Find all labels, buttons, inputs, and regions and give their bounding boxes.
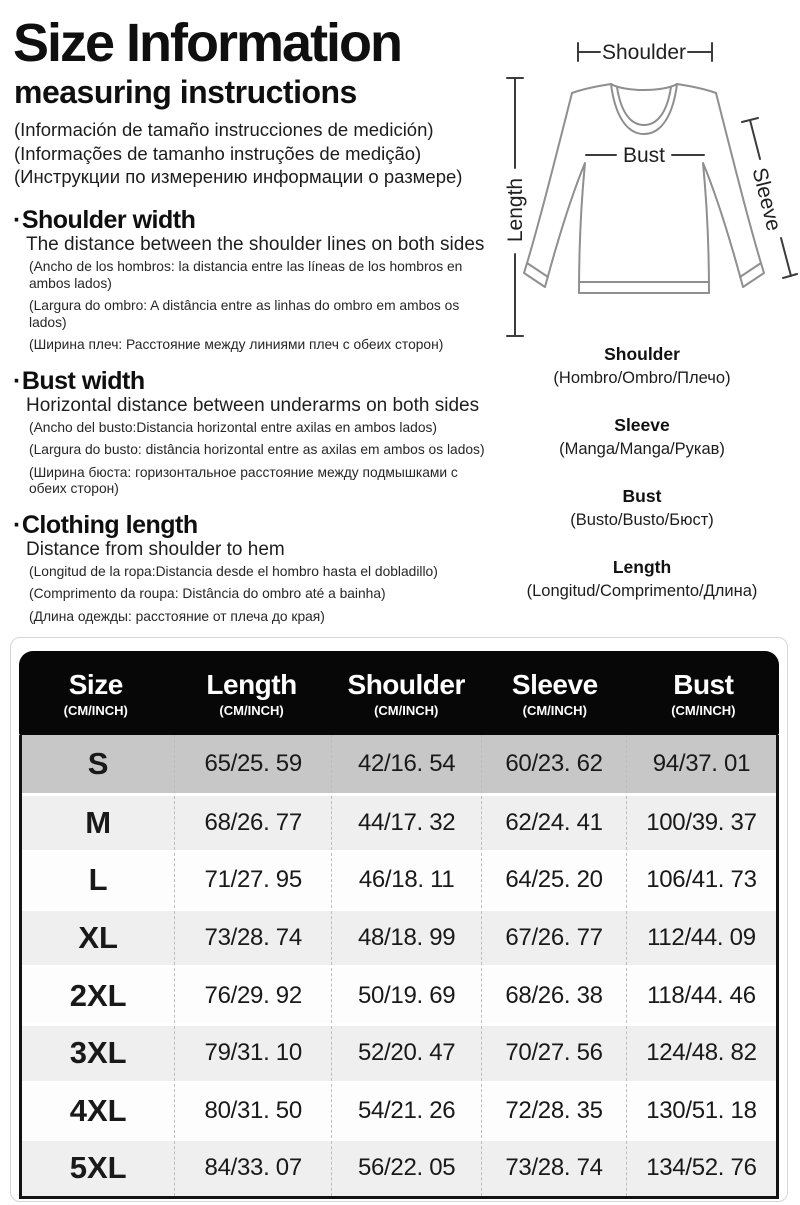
shoulder-cell: 42/16. 54 <box>331 735 481 793</box>
table-row <box>22 965 776 1023</box>
page-subtitle: measuring instructions <box>14 74 357 111</box>
table-row <box>22 793 776 851</box>
section-clothing-length <box>13 512 491 626</box>
length-cell: 68/26. 77 <box>174 796 331 851</box>
section-heading <box>13 368 491 395</box>
column-unit-note: (CM/INCH) <box>219 702 284 718</box>
column-label: Bust <box>673 668 734 700</box>
length-cell: 73/28. 74 <box>174 911 331 966</box>
legend-translations: (Busto/Busto/Бюст) <box>570 511 714 529</box>
legend-item-sleeve <box>486 415 798 459</box>
page-title: Size Information <box>13 13 402 73</box>
diagram-legend <box>486 344 798 628</box>
legend-translations: (Manga/Manga/Рукав) <box>559 440 725 458</box>
bust-cell: 112/44. 09 <box>626 911 776 966</box>
bust-cell: 130/51. 18 <box>626 1084 776 1139</box>
section-translation-pt: (Largura do busto: distância horizontal entre as axilas em ambos os lados) <box>29 442 485 457</box>
table-row <box>22 908 776 966</box>
section-translation-pt: (Comprimento da roupa: Distância do ombro até a bainha) <box>29 586 386 601</box>
sleeve-cell: 60/23. 62 <box>481 735 626 793</box>
sleeve-cell: 68/26. 38 <box>481 968 626 1023</box>
shirt-measurement-diagram <box>486 14 800 346</box>
legend-item-bust <box>486 486 798 530</box>
section-heading-text: Clothing length <box>21 510 198 539</box>
legend-item-length <box>486 557 798 601</box>
shoulder-cell: 52/20. 47 <box>331 1026 481 1081</box>
table-row <box>22 1138 776 1196</box>
shoulder-cell: 44/17. 32 <box>331 796 481 851</box>
length-cell: 76/29. 92 <box>174 968 331 1023</box>
column-label: Length <box>206 668 297 700</box>
section-description: Horizontal distance between underarms on both sides <box>26 394 480 416</box>
table-row <box>22 850 776 908</box>
column-header-size <box>19 651 173 735</box>
size-table-header <box>19 651 779 735</box>
legend-term: Bust <box>622 486 662 506</box>
bust-cell: 94/37. 01 <box>626 735 776 793</box>
sleeve-cell: 62/24. 41 <box>481 796 626 851</box>
sleeve-cell: 72/28. 35 <box>481 1084 626 1139</box>
size-cell: 5XL <box>69 1150 127 1186</box>
size-table <box>19 651 779 1199</box>
column-unit-note: (CM/INCH) <box>671 702 736 718</box>
bust-cell: 118/44. 46 <box>626 968 776 1023</box>
column-header-length <box>173 651 331 735</box>
legend-translations: (Longitud/Comprimento/Длина) <box>526 582 758 600</box>
size-cell: 4XL <box>69 1092 127 1128</box>
column-unit-note: (CM/INCH) <box>374 702 439 718</box>
subtitle-translation-es: (Información de tamaño instrucciones de medición) <box>14 119 434 141</box>
shoulder-cell: 50/19. 69 <box>331 968 481 1023</box>
shirt-diagram-svg <box>486 14 798 344</box>
size-cell: XL <box>78 920 118 956</box>
bullet-dot: · <box>13 366 21 395</box>
size-cell: L <box>88 862 108 898</box>
column-header-shoulder <box>331 651 482 735</box>
column-label: Sleeve <box>511 668 598 700</box>
column-unit-note: (CM/INCH) <box>522 702 587 718</box>
section-bust-width <box>13 368 491 498</box>
section-translation-ru: (Ширина плеч: Расстояние между линиями плеч с обеих сторон) <box>29 337 444 352</box>
sleeve-cell: 64/25. 20 <box>481 853 626 908</box>
legend-item-shoulder <box>486 344 798 388</box>
column-label: Size <box>68 668 123 700</box>
shoulder-cell: 56/22. 05 <box>331 1141 481 1196</box>
section-translation-pt: (Largura do ombro: A distância entre as linhas do ombro em ambos os lados) <box>29 298 460 330</box>
size-cell: 3XL <box>69 1035 127 1071</box>
section-heading-text: Bust width <box>21 366 145 395</box>
legend-term: Sleeve <box>614 415 670 435</box>
table-row <box>22 735 776 793</box>
measuring-sections <box>13 207 491 639</box>
section-translation-es: (Ancho del busto:Distancia horizontal entre axilas en ambos lados) <box>29 419 437 435</box>
section-description: The distance between the shoulder lines on both sides <box>26 234 485 255</box>
table-row <box>22 1081 776 1139</box>
shoulder-cell: 54/21. 26 <box>331 1084 481 1139</box>
column-unit-note: (CM/INCH) <box>63 702 128 718</box>
column-header-sleeve <box>482 651 628 735</box>
shoulder-cell: 46/18. 11 <box>331 853 481 908</box>
legend-translations: (Hombro/Ombro/Плечо) <box>553 369 731 387</box>
bust-cell: 100/39. 37 <box>626 796 776 851</box>
section-shoulder-width <box>13 207 491 354</box>
sleeve-cell: 67/26. 77 <box>481 911 626 966</box>
bust-cell: 134/52. 76 <box>626 1141 776 1196</box>
section-heading-text: Shoulder width <box>21 206 196 234</box>
bust-cell: 106/41. 73 <box>626 853 776 908</box>
table-row <box>22 1023 776 1081</box>
length-cell: 84/33. 07 <box>174 1141 331 1196</box>
column-header-bust <box>628 651 779 735</box>
diagram-label-sleeve: Sleeve <box>747 165 786 234</box>
section-description: Distance from shoulder to hem <box>26 538 285 560</box>
column-label: Shoulder <box>347 668 465 700</box>
section-translation-es: (Ancho de los hombros: la distancia entre las líneas de los hombros en ambos lados) <box>29 259 463 291</box>
diagram-label-length: Length <box>504 177 527 243</box>
section-heading <box>13 207 491 234</box>
section-translation-es: (Longitud de la ropa:Distancia desde el hombro hasta el dobladillo) <box>29 563 438 579</box>
diagram-label-bust: Bust <box>622 144 666 167</box>
size-cell: 2XL <box>69 977 127 1013</box>
shoulder-cell: 48/18. 99 <box>331 911 481 966</box>
bullet-dot: · <box>13 510 21 539</box>
section-translation-ru: (Ширина бюста: горизонтальное расстояние между подмышками с обеих сторон) <box>29 464 458 496</box>
legend-term: Shoulder <box>604 344 680 364</box>
sleeve-cell: 73/28. 74 <box>481 1141 626 1196</box>
legend-term: Length <box>612 557 672 577</box>
subtitle-translation-pt: (Informações de tamanho instruções de medição) <box>14 142 422 164</box>
shirt-outline-icon <box>524 84 764 293</box>
bullet-dot: · <box>13 206 21 234</box>
subtitle-translation-ru: (Инструкции по измерению информации о размере) <box>14 166 463 188</box>
length-cell: 71/27. 95 <box>174 853 331 908</box>
size-table-body <box>19 735 779 1199</box>
size-cell: S <box>87 745 109 781</box>
size-cell: M <box>85 804 112 840</box>
sleeve-cell: 70/27. 56 <box>481 1026 626 1081</box>
section-heading <box>13 512 491 539</box>
title-block <box>13 13 487 190</box>
length-cell: 79/31. 10 <box>174 1026 331 1081</box>
bust-cell: 124/48. 82 <box>626 1026 776 1081</box>
length-cell: 65/25. 59 <box>174 735 331 793</box>
length-cell: 80/31. 50 <box>174 1084 331 1139</box>
size-table-card <box>10 637 788 1202</box>
diagram-label-shoulder: Shoulder <box>601 41 687 64</box>
section-translation-ru: (Длина одежды: расстояние от плеча до края) <box>29 608 325 624</box>
